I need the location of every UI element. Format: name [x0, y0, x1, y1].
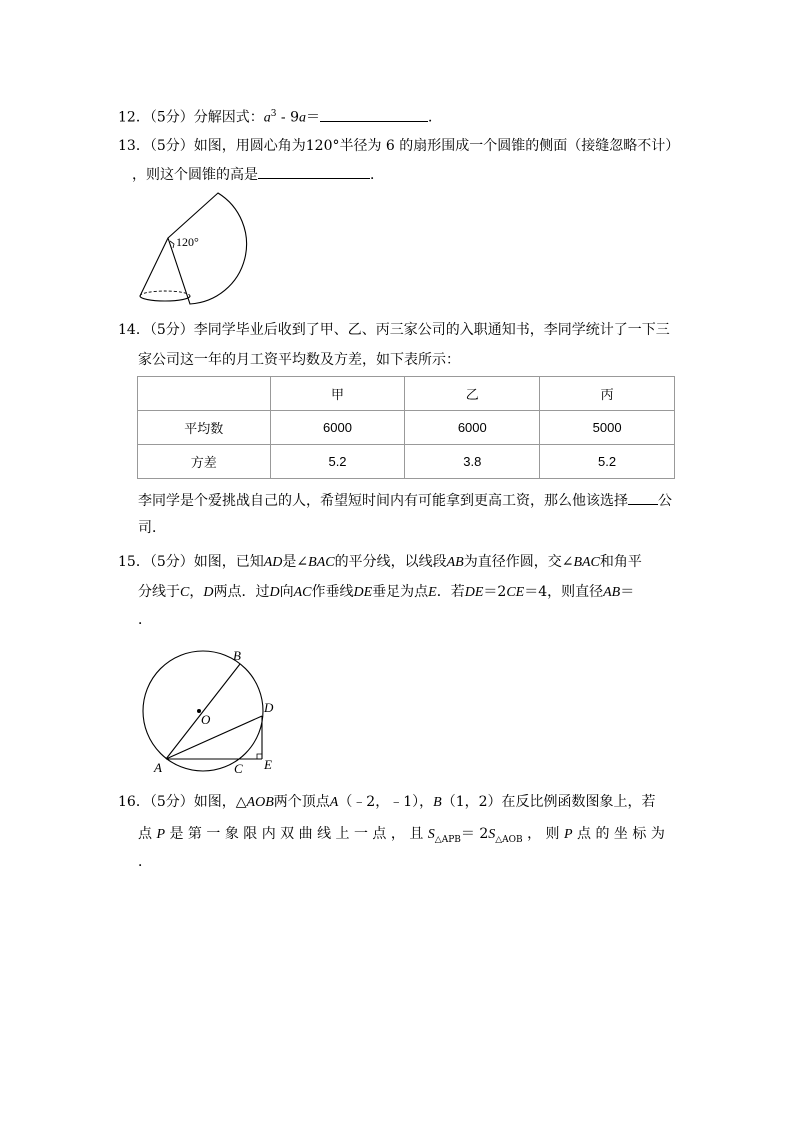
- right-angle-mark: [257, 754, 262, 759]
- q15-text: 两点．过: [213, 584, 270, 600]
- table-header-row: [138, 377, 675, 411]
- q13-end: ．: [370, 167, 384, 183]
- salary-table: [137, 376, 675, 479]
- q14-points: （5分）: [149, 322, 194, 338]
- q12-number: 12．: [118, 109, 150, 126]
- q12-var-a2: a: [299, 110, 307, 126]
- label-B: B: [233, 648, 241, 663]
- q15-text: ，: [189, 584, 204, 600]
- q14-answer-blank[interactable]: [628, 490, 658, 505]
- table-cell: 5.2: [540, 445, 675, 479]
- table-row: [138, 411, 675, 445]
- q16-text: 是 第 一 象 限 内 双 曲 线 上 一 点 ， 且: [165, 826, 428, 842]
- q15-var: AB: [446, 555, 464, 570]
- q15-var: D: [269, 585, 280, 600]
- label-A: A: [154, 760, 162, 775]
- q16-text: 如图，△: [193, 794, 247, 810]
- q16-text: （﹣2，﹣1），: [338, 794, 434, 810]
- bisector-AD: [166, 716, 262, 759]
- table-header-cell: 丙: [540, 377, 675, 411]
- q14-text-3-end: 公: [658, 493, 672, 509]
- question-12: [118, 104, 442, 129]
- q16-subscript: △AOB: [495, 834, 523, 845]
- q16-var: B: [433, 795, 442, 810]
- q15-text: 分线于: [138, 584, 180, 600]
- question-14-line4: [138, 518, 166, 538]
- q15-var: BAC: [573, 555, 600, 570]
- q16-text: 点: [138, 826, 157, 842]
- q15-number: 15．: [118, 554, 150, 570]
- question-14-line2: [138, 350, 460, 370]
- table-cell: 6000: [270, 411, 405, 445]
- q16-text: 点 的 坐 标 为: [572, 826, 665, 842]
- question-15: [118, 552, 642, 573]
- cone-left-edge: [140, 238, 168, 296]
- q16-text: ＝ 2: [460, 826, 489, 842]
- table-cell: 5.2: [270, 445, 405, 479]
- q12-eq: ＝: [306, 109, 321, 126]
- q13-number: 13．: [118, 138, 150, 154]
- table-cell: 6000: [405, 411, 540, 445]
- q16-text: （1，2）在反比例函数图象上，若: [441, 794, 656, 810]
- q16-points: （5分）: [149, 794, 194, 810]
- q15-text: ＝: [620, 584, 635, 600]
- q16-var: P: [564, 827, 573, 842]
- q16-text: ， 则: [522, 826, 565, 842]
- question-15-line3: [138, 610, 152, 630]
- q15-var: AC: [293, 585, 312, 600]
- q13-text-1: 如图，用圆心角为120°半径为 6 的扇形围成一个圆锥的侧面（接缝忽略不计）: [193, 138, 680, 154]
- q14-text-2: 家公司这一年的月工资平均数及方差，如下表所示：: [138, 352, 460, 368]
- label-E: E: [264, 757, 272, 772]
- q16-text: ．: [138, 854, 152, 870]
- question-16-line2: [138, 824, 665, 850]
- q16-var: P: [156, 827, 166, 842]
- q16-number: 16．: [118, 794, 150, 810]
- cone-sector-figure: [130, 186, 250, 316]
- circle-geometry-figure: [136, 640, 286, 780]
- question-14-line3: [138, 490, 672, 511]
- q12-answer-blank[interactable]: [320, 107, 428, 122]
- table-row-label: 方差: [138, 445, 271, 479]
- q15-var: DE: [353, 585, 373, 600]
- table-row-label: 平均数: [138, 411, 271, 445]
- q13-points: （5分）: [149, 138, 194, 154]
- q15-var: BAC: [308, 555, 335, 570]
- label-O: O: [201, 712, 211, 727]
- q15-text: 作垂线: [311, 584, 354, 600]
- q15-var: E: [428, 585, 437, 600]
- angle-label: 120°: [176, 235, 199, 249]
- q15-text: 垂足为点: [372, 584, 429, 600]
- table-header-cell: [138, 377, 271, 411]
- q12-end: ．: [428, 109, 443, 126]
- q15-text: 向: [279, 584, 294, 600]
- q16-var: S: [427, 827, 435, 842]
- q15-text: 和角平: [599, 554, 642, 570]
- question-13-line2: [132, 164, 384, 185]
- label-D: D: [264, 700, 274, 715]
- q16-subscript: △APB: [434, 834, 461, 845]
- q12-expr: - 9: [276, 109, 300, 126]
- cone-base-front: [140, 296, 190, 301]
- q13-answer-blank[interactable]: [258, 164, 370, 179]
- q14-text-4: 司．: [138, 520, 166, 536]
- q13-text-2: ，则这个圆锥的高是: [132, 167, 258, 183]
- q15-points: （5分）: [149, 554, 194, 570]
- q14-text-1: 李同学毕业后收到了甲、乙、丙三家公司的入职通知书，李同学统计了一下三: [193, 322, 670, 338]
- q15-text: ＝4，则直径: [524, 584, 604, 600]
- q15-text: 如图，已知: [193, 554, 264, 570]
- q15-text: 是∠: [282, 554, 309, 570]
- question-13: [118, 136, 679, 156]
- q15-var: CE: [506, 585, 525, 600]
- question-14: [118, 320, 670, 340]
- table-header-cell: 乙: [405, 377, 540, 411]
- q15-text: 的平分线，以线段: [334, 554, 447, 570]
- q12-text: 分解因式：: [193, 109, 264, 126]
- q15-text: ．若: [436, 584, 465, 600]
- q15-text: ＝2: [483, 584, 507, 600]
- table-cell: 3.8: [405, 445, 540, 479]
- q12-points: （5分）: [149, 109, 194, 126]
- q15-var: D: [203, 585, 214, 600]
- q14-number: 14．: [118, 322, 150, 338]
- table-header-cell: 甲: [270, 377, 405, 411]
- q15-text: 为直径作圆，交∠: [463, 554, 574, 570]
- q16-var: A: [329, 795, 339, 810]
- q16-var: S: [488, 827, 496, 842]
- label-C: C: [234, 761, 243, 776]
- q12-exponent: 3: [270, 109, 277, 119]
- question-16-line3: [138, 852, 152, 872]
- q15-var: AD: [263, 555, 283, 570]
- q15-var: DE: [464, 585, 484, 600]
- question-16: [118, 792, 656, 813]
- question-15-line2: [138, 582, 634, 603]
- q12-var-a: a: [263, 110, 271, 126]
- q15-var: AB: [603, 585, 621, 600]
- q16-var: AOB: [246, 795, 274, 810]
- cone-base-back: [140, 291, 190, 296]
- q16-text: 两个顶点: [273, 794, 330, 810]
- table-row: [138, 445, 675, 479]
- q15-text: ．: [138, 612, 152, 628]
- q15-var: C: [180, 585, 190, 600]
- table-cell: 5000: [540, 411, 675, 445]
- q14-text-3: 李同学是个爱挑战自己的人，希望短时间内有可能拿到更高工资，那么他该选择: [138, 493, 628, 509]
